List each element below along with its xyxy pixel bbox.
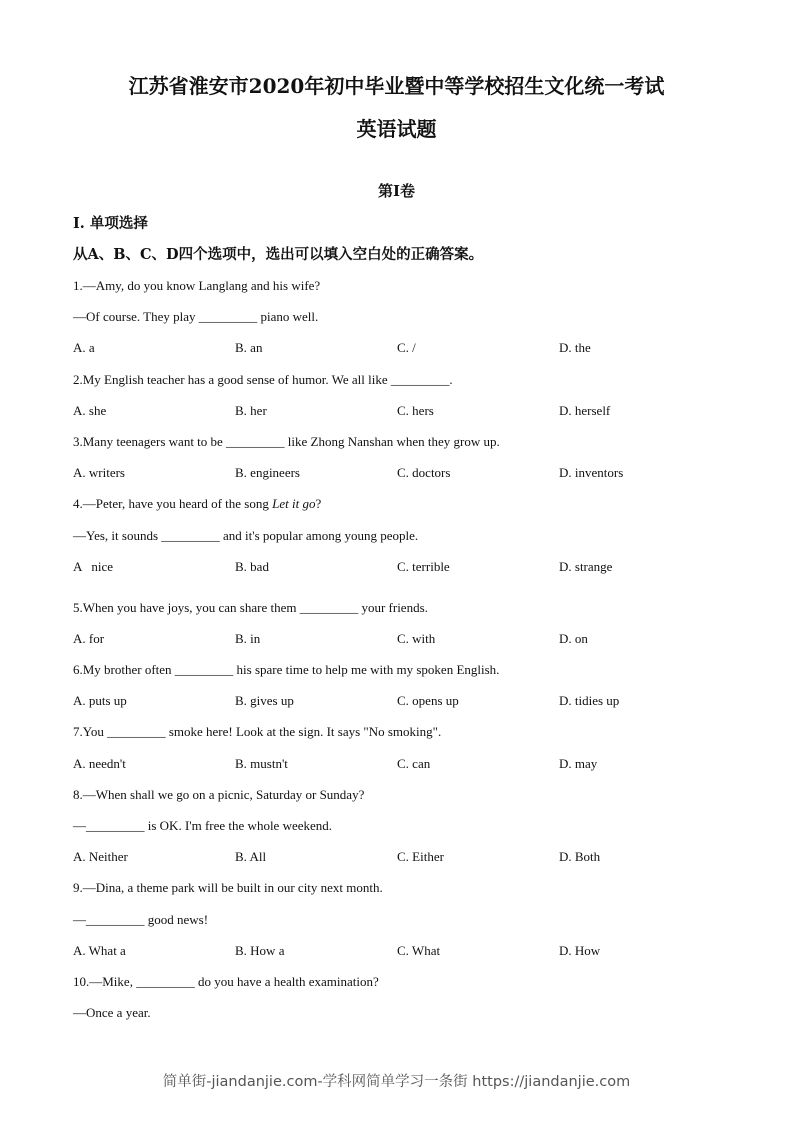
question: [73, 966, 733, 1028]
question: [73, 488, 733, 591]
answer-option: B. mustn't: [235, 755, 288, 771]
answer-option: B. gives up: [235, 693, 294, 709]
answer-option: D. tidies up: [559, 693, 620, 709]
question-line: 3.Many teenagers want to be _________ like Zhong Nanshan when they grow up.: [73, 433, 500, 449]
answer-option: A. she: [73, 402, 107, 418]
answer-option: D. How: [559, 942, 601, 958]
question-line: —_________ is OK. I'm free the whole weekend.: [73, 818, 333, 833]
options-row: [73, 841, 733, 872]
question: [73, 779, 733, 873]
question-line: [73, 488, 733, 519]
section-instruction: 从A、B、C、D四个选项中，选出可以填入空白处的正确答案。: [73, 246, 484, 263]
section-heading: I. 单项选择: [73, 215, 148, 232]
answer-option: C. hers: [397, 402, 434, 418]
question-line: 10.—Mike, _________ do you have a health examination?: [73, 973, 379, 989]
song-title: Let it go: [272, 496, 316, 512]
answer-option: D. inventors: [559, 465, 624, 481]
question: [73, 592, 733, 654]
answer-option: B. her: [235, 402, 267, 418]
options-row: [73, 935, 733, 966]
question-text: 4.—Peter, have you heard of the song: [73, 496, 273, 512]
question: [73, 364, 733, 426]
answer-option: B. an: [235, 340, 263, 356]
answer-option: C. terrible: [397, 558, 450, 574]
question-line: 7.You _________ smoke here! Look at the sign. It says "No smoking".: [73, 724, 442, 740]
answer-option: D. strange: [559, 558, 613, 574]
question-line: 6.My brother often _________ his spare time to help me with my spoken English.: [73, 662, 500, 678]
options-row: [73, 623, 733, 654]
question-line: 5.When you have joys, you can share them _________ your friends.: [73, 599, 428, 615]
question: [73, 270, 733, 364]
answer-option: D. the: [559, 340, 591, 356]
exam-subtitle: 英语试题: [356, 117, 437, 141]
answer-option: A. What a: [73, 942, 126, 958]
answer-option: A. for: [73, 630, 105, 646]
answer-option: C. Either: [397, 849, 444, 865]
question-list: [73, 270, 733, 1028]
answer-option: B. bad: [235, 558, 269, 574]
answer-option: C. opens up: [397, 693, 459, 709]
answer-option: A. writers: [73, 465, 125, 481]
answer-option: D. Both: [559, 849, 601, 865]
answer-option: D. herself: [559, 402, 611, 418]
watermark-footer: 简单街-jiandanjie.com-学科网简单学习一条街 https://jiandanjie.com: [162, 1074, 631, 1090]
answer-option: C. doctors: [397, 465, 451, 481]
options-row: [73, 551, 733, 592]
options-row: [73, 457, 733, 488]
answer-option: B. All: [235, 849, 267, 865]
options-row: [73, 748, 733, 779]
options-row: [73, 395, 733, 426]
answer-option: B. engineers: [235, 465, 300, 481]
answer-option: C. What: [397, 942, 441, 958]
question-line: 2.My English teacher has a good sense of humor. We all like _________.: [73, 371, 453, 387]
answer-option: A. Neither: [73, 849, 128, 865]
question-line: —Yes, it sounds _________ and it's popular among young people.: [73, 527, 419, 543]
answer-option: D. on: [559, 630, 588, 646]
question-mark: ?: [315, 496, 322, 512]
question-line: 1.—Amy, do you know Langlang and his wife?: [73, 278, 321, 293]
question: [73, 654, 733, 716]
answer-option: D. may: [559, 755, 598, 771]
volume-label: 第I卷: [377, 182, 416, 200]
answer-option: A. a: [73, 340, 95, 356]
answer-option: B. How a: [235, 942, 285, 958]
question-line: 8.—When shall we go on a picnic, Saturday or Sunday?: [73, 786, 365, 802]
question: [73, 872, 733, 966]
question-line: —_________ good news!: [73, 911, 209, 927]
answer-option: C. /: [397, 340, 416, 356]
question-line: 9.—Dina, a theme park will be built in our city next month.: [73, 880, 383, 896]
answer-option: A. puts up: [73, 693, 127, 709]
question-line: —Of course. They play _________ piano well.: [73, 309, 319, 325]
answer-option: C. with: [397, 630, 436, 646]
answer-option: B. in: [235, 630, 261, 646]
options-row: [73, 332, 733, 363]
answer-option: C. can: [397, 755, 431, 771]
options-row: [73, 685, 733, 716]
question: [73, 426, 733, 488]
question: [73, 716, 733, 778]
question-line: —Once a year.: [73, 1005, 151, 1021]
exam-title: 江苏省淮安市2020年初中毕业暨中等学校招生文化统一考试: [128, 74, 665, 98]
exam-body: [73, 208, 733, 1028]
answer-option: A. needn't: [73, 755, 126, 771]
answer-option: A nice: [73, 558, 114, 574]
